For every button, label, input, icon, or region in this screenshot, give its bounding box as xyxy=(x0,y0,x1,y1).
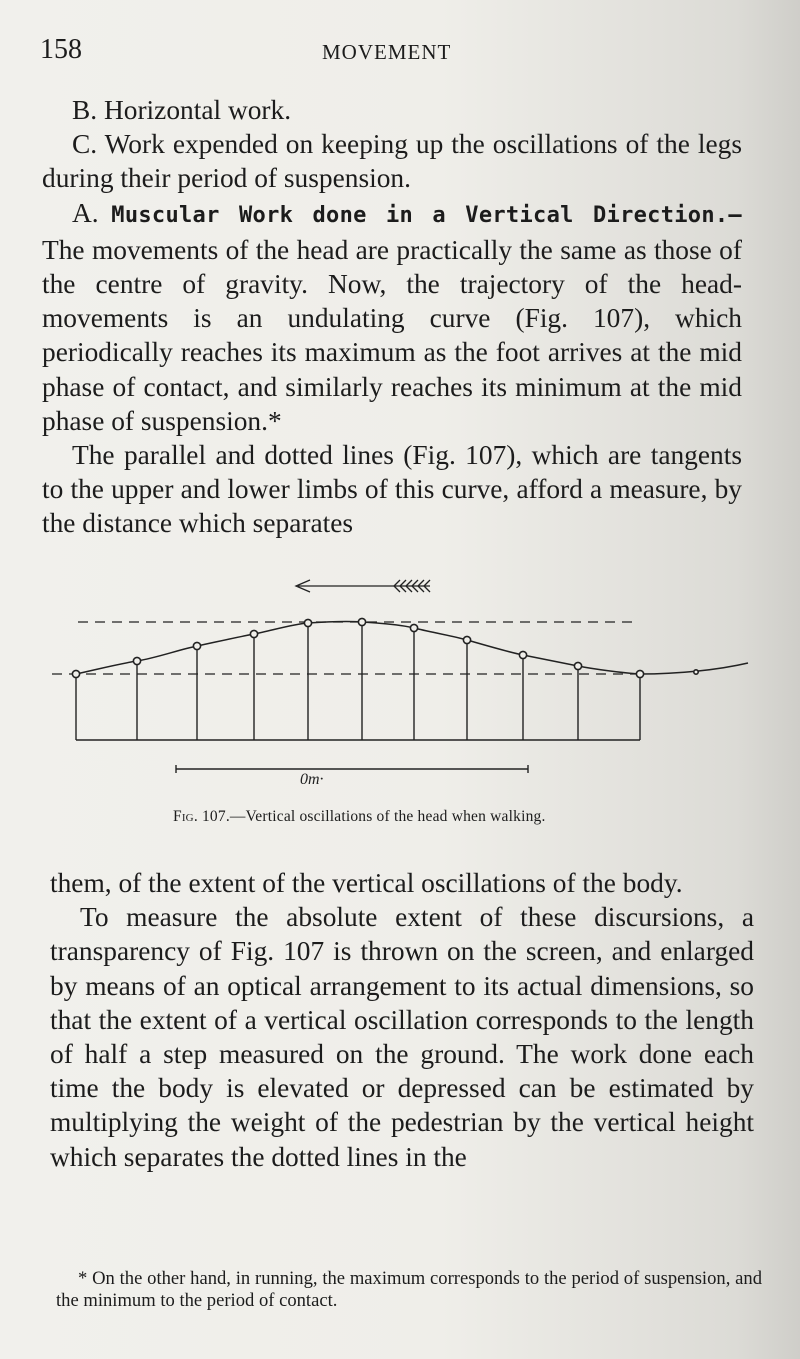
curve-points xyxy=(72,618,698,677)
scale-bar xyxy=(176,765,528,773)
paragraph-continuation: them, of the extent of the vertical oscillations of the body. xyxy=(50,868,683,898)
footnote xyxy=(56,1268,762,1312)
body-text-top xyxy=(42,93,742,541)
figure-caption-label: Fig. 107. xyxy=(173,808,230,825)
section-label: A. xyxy=(72,197,99,228)
running-title: MOVEMENT xyxy=(322,40,452,64)
vertical-posts xyxy=(76,622,640,740)
paragraph-measurement: To measure the absolute extent of these discursions, a transparency of Fig. 107 is thrown on the screen, and enlarged by means of an optical arrangement to its actual dimensions, so that the extent of a vertical oscillation corresponds to the length of half a step measured on the ground. The work done each time the body is elevated or depressed can be estimated by multiplying the weight of the pedestrian by the vertical height which separates the dotted lines in the xyxy=(50,902,754,1172)
footnote-text: * On the other hand, in running, the maximum corresponds to the period of suspension, and the minimum to the period of contact. xyxy=(56,1268,762,1311)
figure-caption xyxy=(173,808,546,826)
paragraph-oscillation-work: C. Work expended on keeping up the oscillations of the legs during their period of suspension. xyxy=(42,129,742,194)
section-heading: Muscular Work done in a Vertical Direction.— xyxy=(111,202,742,228)
page-header xyxy=(40,34,730,70)
oscillation-diagram xyxy=(48,570,758,785)
paragraph-parallel-lines: The parallel and dotted lines (Fig. 107), which are tangents to the upper and lower limbs of this curve, afford a measure, by the distance which separates xyxy=(42,440,742,539)
figure-107 xyxy=(48,570,758,785)
page-number: 158 xyxy=(40,34,82,65)
direction-arrow-icon xyxy=(296,580,430,592)
body-text-bottom xyxy=(50,866,754,1174)
paragraph-vertical-work xyxy=(42,196,742,438)
section-text: The movements of the head are practically the same as those of the centre of gravity. Now, the trajectory of the head-movements is an undulating curve (Fig. 107), which periodically reaches its maximum as the foot arrives at the mid phase of contact, and similarly reaches its minimum at the mid phase of suspension.* xyxy=(42,234,742,436)
scale-label: 0m· xyxy=(300,771,324,785)
figure-caption-text: —Vertical oscillations of the head when walking. xyxy=(229,808,546,825)
paragraph-horizontal-work: B. Horizontal work. xyxy=(72,95,292,125)
